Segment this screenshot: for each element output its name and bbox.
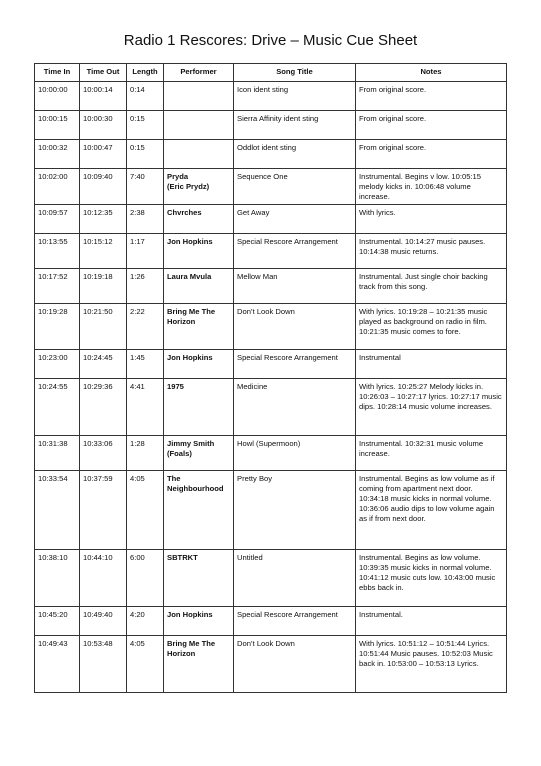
cue-row	[35, 436, 507, 471]
cue-row	[35, 550, 507, 607]
time-out-cell: 10:00:47	[80, 140, 127, 169]
cue-table-body	[35, 82, 507, 693]
time-out-cell: 10:21:50	[80, 304, 127, 350]
performer-cell	[164, 82, 234, 111]
cue-row	[35, 379, 507, 436]
performer-cell	[164, 304, 234, 350]
time-out-cell: 10:00:14	[80, 82, 127, 111]
time-in-cell: 10:24:55	[35, 379, 80, 436]
cue-row	[35, 234, 507, 269]
performer-cell	[164, 607, 234, 636]
song-title-cell: Pretty Boy	[234, 471, 356, 550]
time-in-cell: 10:23:00	[35, 350, 80, 379]
length-cell: 1:26	[127, 269, 164, 304]
length-cell: 1:28	[127, 436, 164, 471]
notes-cell: With lyrics. 10:51:12 – 10:51:44 Lyrics. 10:51:44 Music pauses. 10:52:03 Music back in. 10:53:00 – 10:53:13 Lyrics.	[356, 636, 507, 693]
time-in-cell: 10:00:15	[35, 111, 80, 140]
performer-name: Bring Me The Horizon	[167, 307, 216, 327]
time-out-cell: 10:09:40	[80, 169, 127, 205]
performer-name: Pryda	[167, 172, 189, 181]
performer-cell	[164, 111, 234, 140]
performer-cell	[164, 471, 234, 550]
cue-row	[35, 471, 507, 550]
header-notes: Notes	[356, 64, 507, 82]
time-in-cell: 10:00:00	[35, 82, 80, 111]
time-out-cell: 10:12:35	[80, 205, 127, 234]
notes-cell: With lyrics.	[356, 205, 507, 234]
time-in-cell: 10:09:57	[35, 205, 80, 234]
length-cell: 0:14	[127, 82, 164, 111]
performer-name: 1975	[167, 382, 184, 392]
performer-cell	[164, 636, 234, 693]
performer-name: Jon Hopkins	[167, 237, 213, 247]
notes-cell: Instrumental. Begins as low volume. 10:39:35 music kicks in normal volume. 10:41:12 music cuts low. 10:43:00 music ebbs back in.	[356, 550, 507, 607]
song-title-cell: Don’t Look Down	[234, 636, 356, 693]
performer-name: Chvrches	[167, 208, 202, 218]
cue-row	[35, 205, 507, 234]
notes-cell: With lyrics. 10:25:27 Melody kicks in. 10:26:03 – 10:27:17 lyrics. 10:27:17 music dips. 10:28:14 music volume increases.	[356, 379, 507, 436]
time-out-cell: 10:49:40	[80, 607, 127, 636]
length-cell: 4:05	[127, 471, 164, 550]
header-song-title: Song Title	[234, 64, 356, 82]
length-cell: 4:20	[127, 607, 164, 636]
length-cell: 0:15	[127, 140, 164, 169]
notes-cell: From original score.	[356, 140, 507, 169]
header-time-out: Time Out	[80, 64, 127, 82]
notes-cell: Instrumental. Begins as low volume as if coming from apartment next door. 10:34:18 music kicks in normal volume. 10:36:06 audio dips to low volume again as if from next door.	[356, 471, 507, 550]
song-title-cell: Don’t Look Down	[234, 304, 356, 350]
performer-alias: (Eric Prydz)	[167, 182, 210, 192]
header-row	[35, 64, 507, 82]
performer-alias: (Foals)	[167, 449, 192, 459]
time-in-cell: 10:17:52	[35, 269, 80, 304]
cue-row	[35, 111, 507, 140]
cue-row	[35, 269, 507, 304]
song-title-cell: Medicine	[234, 379, 356, 436]
header-length: Length	[127, 64, 164, 82]
cue-row	[35, 304, 507, 350]
performer-cell	[164, 350, 234, 379]
song-title-cell: Special Rescore Arrangement	[234, 350, 356, 379]
time-out-cell: 10:15:12	[80, 234, 127, 269]
song-title-cell: Mellow Man	[234, 269, 356, 304]
performer-name: The Neighbourhood	[167, 474, 224, 494]
performer-name: SBTRKT	[167, 553, 198, 563]
length-cell: 4:41	[127, 379, 164, 436]
time-in-cell: 10:00:32	[35, 140, 80, 169]
performer-name: Jon Hopkins	[167, 353, 213, 363]
time-in-cell: 10:38:10	[35, 550, 80, 607]
time-in-cell: 10:31:38	[35, 436, 80, 471]
time-out-cell: 10:37:59	[80, 471, 127, 550]
length-cell: 2:22	[127, 304, 164, 350]
song-title-cell: Icon ident sting	[234, 82, 356, 111]
time-out-cell: 10:33:06	[80, 436, 127, 471]
time-in-cell: 10:02:00	[35, 169, 80, 205]
song-title-cell: Oddlot ident sting	[234, 140, 356, 169]
length-cell: 0:15	[127, 111, 164, 140]
time-out-cell: 10:44:10	[80, 550, 127, 607]
cue-row	[35, 350, 507, 379]
time-in-cell: 10:33:54	[35, 471, 80, 550]
cue-row	[35, 82, 507, 111]
song-title-cell: Howl (Supermoon)	[234, 436, 356, 471]
performer-cell	[164, 205, 234, 234]
notes-cell: Instrumental. Just single choir backing track from this song.	[356, 269, 507, 304]
notes-cell: From original score.	[356, 111, 507, 140]
time-out-cell: 10:19:18	[80, 269, 127, 304]
performer-cell	[164, 169, 234, 205]
time-out-cell: 10:00:30	[80, 111, 127, 140]
cue-row	[35, 636, 507, 693]
performer-cell	[164, 550, 234, 607]
performer-name: Laura Mvula	[167, 272, 212, 282]
performer-name: Jimmy Smith	[167, 439, 215, 449]
song-title-cell: Special Rescore Arrangement	[234, 234, 356, 269]
song-title-cell: Sierra Affinity ident sting	[234, 111, 356, 140]
time-in-cell: 10:45:20	[35, 607, 80, 636]
notes-cell: Instrumental	[356, 350, 507, 379]
song-title-cell: Special Rescore Arrangement	[234, 607, 356, 636]
length-cell: 1:17	[127, 234, 164, 269]
performer-cell	[164, 234, 234, 269]
cue-table	[34, 63, 507, 693]
header-time-in: Time In	[35, 64, 80, 82]
song-title-cell: Untitled	[234, 550, 356, 607]
time-in-cell: 10:19:28	[35, 304, 80, 350]
performer-cell	[164, 269, 234, 304]
header-performer: Performer	[164, 64, 234, 82]
performer-cell	[164, 436, 234, 471]
notes-cell: Instrumental. Begins v low. 10:05:15 melody kicks in. 10:06:48 volume increase.	[356, 169, 507, 205]
time-out-cell: 10:24:45	[80, 350, 127, 379]
time-in-cell: 10:13:55	[35, 234, 80, 269]
length-cell: 6:00	[127, 550, 164, 607]
notes-cell: Instrumental.	[356, 607, 507, 636]
length-cell: 4:05	[127, 636, 164, 693]
time-out-cell: 10:53:48	[80, 636, 127, 693]
time-in-cell: 10:49:43	[35, 636, 80, 693]
length-cell: 2:38	[127, 205, 164, 234]
cue-row	[35, 607, 507, 636]
performer-name: Jon Hopkins	[167, 610, 213, 620]
performer-cell	[164, 140, 234, 169]
length-cell: 1:45	[127, 350, 164, 379]
song-title-cell: Sequence One	[234, 169, 356, 205]
notes-cell: From original score.	[356, 82, 507, 111]
cue-row	[35, 169, 507, 205]
performer-name: Bring Me The Horizon	[167, 639, 216, 659]
notes-cell: Instrumental. 10:32:31 music volume increase.	[356, 436, 507, 471]
time-out-cell: 10:29:36	[80, 379, 127, 436]
document-title: Radio 1 Rescores: Drive – Music Cue Sheet	[123, 32, 418, 49]
performer-cell	[164, 379, 234, 436]
notes-cell: Instrumental. 10:14:27 music pauses. 10:14:38 music returns.	[356, 234, 507, 269]
cue-row	[35, 140, 507, 169]
song-title-cell: Get Away	[234, 205, 356, 234]
notes-cell: With lyrics. 10:19:28 – 10:21:35 music played as background on radio in film. 10:21:35 music comes to fore.	[356, 304, 507, 350]
length-cell: 7:40	[127, 169, 164, 205]
